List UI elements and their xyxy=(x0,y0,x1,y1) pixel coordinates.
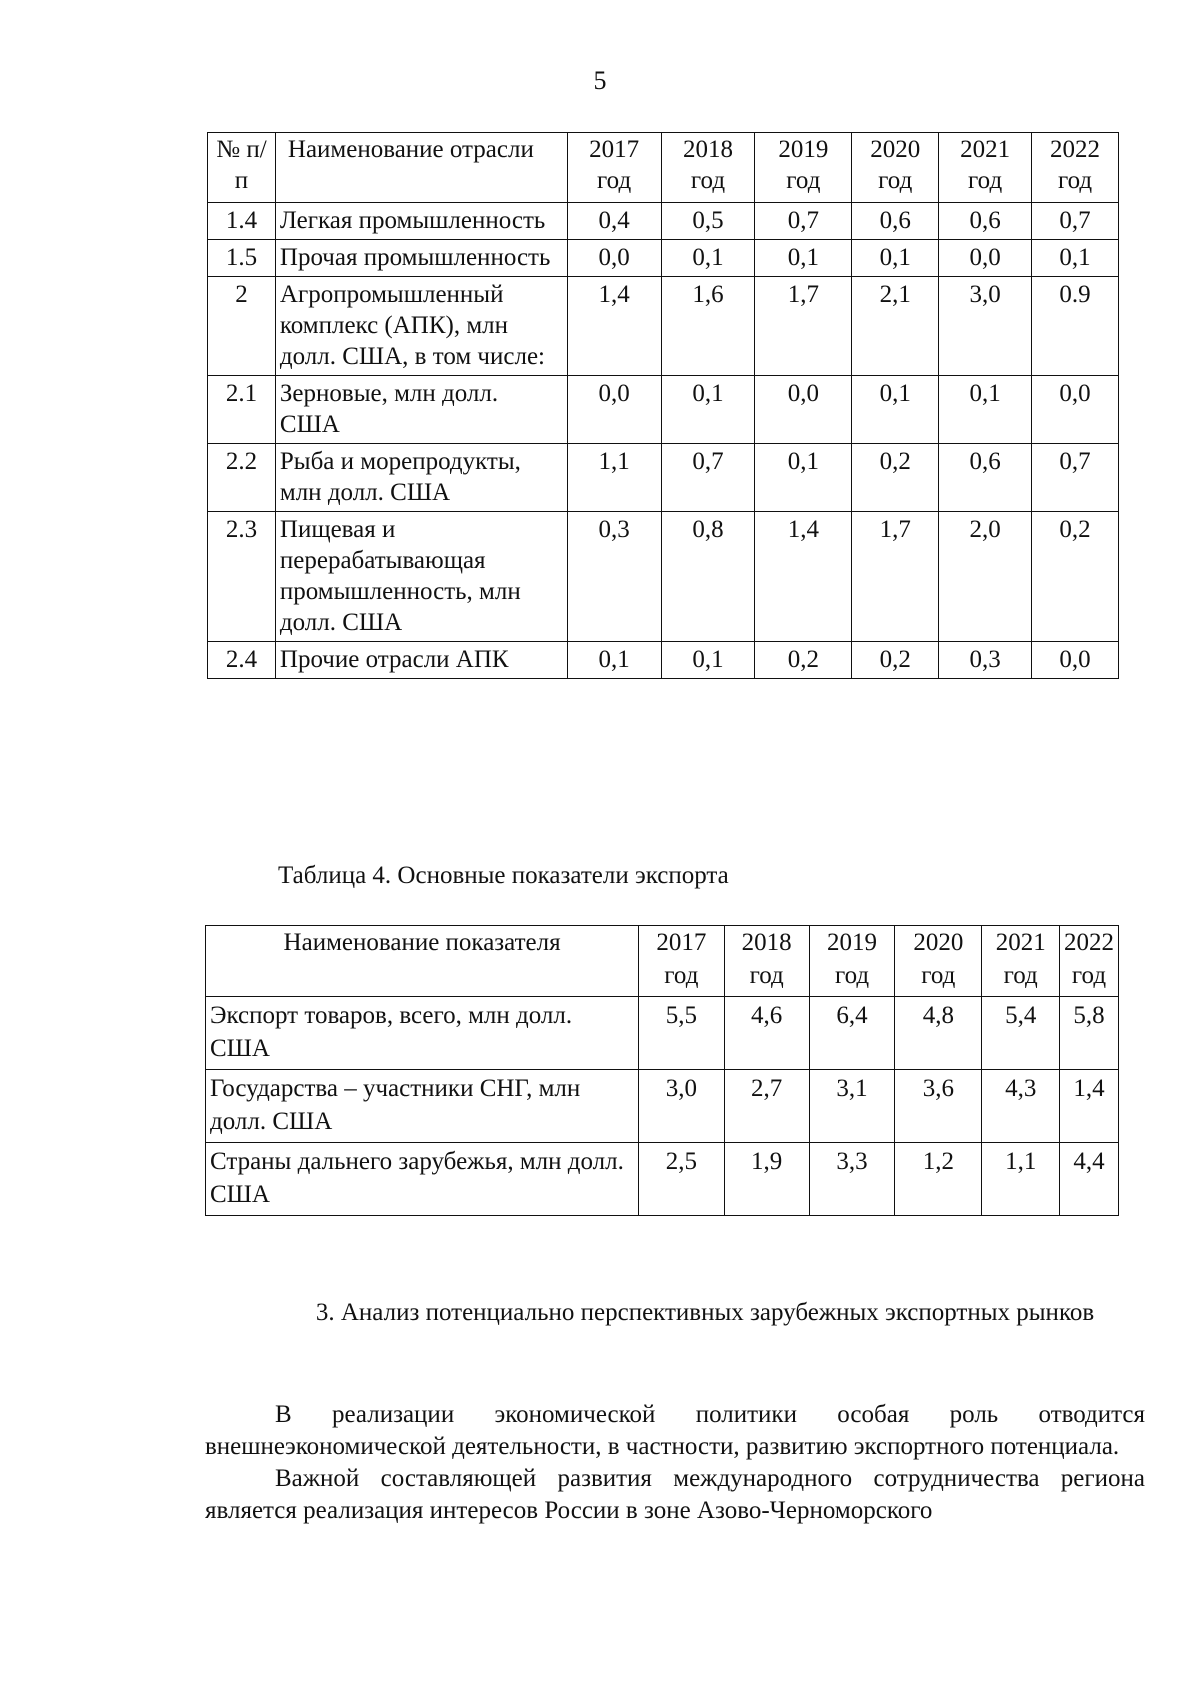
row-value: 0,1 xyxy=(1032,240,1119,277)
row-name: Пищевая и перерабатывающая промышленность, млн долл. США xyxy=(275,512,567,642)
row-value: 4,8 xyxy=(895,997,982,1070)
row-value: 0,0 xyxy=(939,240,1032,277)
row-value: 0.9 xyxy=(1032,277,1119,376)
row-value: 0,0 xyxy=(1032,642,1119,679)
row-value: 4,3 xyxy=(982,1070,1060,1143)
row-value: 0,6 xyxy=(852,203,939,240)
table-row xyxy=(208,277,1119,376)
row-name: Прочая промышленность xyxy=(275,240,567,277)
row-value: 0,0 xyxy=(755,376,852,444)
header-year: 2020 год xyxy=(852,133,939,203)
row-value: 0,1 xyxy=(939,376,1032,444)
row-value: 1,4 xyxy=(755,512,852,642)
row-value: 0,2 xyxy=(1032,512,1119,642)
page-number: 5 xyxy=(593,66,607,95)
row-value: 0,7 xyxy=(1032,203,1119,240)
row-number: 2 xyxy=(208,277,276,376)
table-row xyxy=(206,1143,1119,1216)
row-value: 4,6 xyxy=(724,997,809,1070)
header-year: 2021 год xyxy=(982,926,1060,997)
body-text xyxy=(205,1399,1145,1527)
table-row xyxy=(208,203,1119,240)
row-value: 1,1 xyxy=(982,1143,1060,1216)
row-name: Зерновые, млн долл. США xyxy=(275,376,567,444)
row-value: 5,5 xyxy=(639,997,724,1070)
paragraph: В реализации экономической политики особая роль отводится внешнеэкономической деятельности, в частности, развитию экспортного потенциала. xyxy=(205,1401,1145,1460)
row-value: 0,0 xyxy=(567,376,661,444)
row-value: 0,1 xyxy=(852,240,939,277)
row-name: Экспорт товаров, всего, млн долл. США xyxy=(206,997,639,1070)
table-row xyxy=(208,376,1119,444)
row-name: Агропромышленный комплекс (АПК), млн долл. США, в том числе: xyxy=(275,277,567,376)
row-number: 1.5 xyxy=(208,240,276,277)
row-value: 0,4 xyxy=(567,203,661,240)
row-value: 4,4 xyxy=(1059,1143,1118,1216)
table-header-row xyxy=(206,926,1119,997)
row-value: 0,7 xyxy=(1032,444,1119,512)
row-value: 2,1 xyxy=(852,277,939,376)
row-name: Страны дальнего зарубежья, млн долл. США xyxy=(206,1143,639,1216)
header-year: 2020 год xyxy=(895,926,982,997)
row-value: 6,4 xyxy=(809,997,894,1070)
row-value: 1,4 xyxy=(567,277,661,376)
table-caption: Таблица 4. Основные показатели экспорта xyxy=(278,862,729,889)
row-name: Рыба и морепродукты, млн долл. США xyxy=(275,444,567,512)
row-value: 0,7 xyxy=(661,444,755,512)
row-value: 1,2 xyxy=(895,1143,982,1216)
section-title: 3. Анализ потенциально перспективных зарубежных экспортных рынков xyxy=(315,1299,1095,1326)
table-header-row xyxy=(208,133,1119,203)
row-value: 0,1 xyxy=(755,240,852,277)
row-value: 3,6 xyxy=(895,1070,982,1143)
row-value: 1,4 xyxy=(1059,1070,1118,1143)
row-value: 3,3 xyxy=(809,1143,894,1216)
row-value: 2,0 xyxy=(939,512,1032,642)
header-name: Наименование показателя xyxy=(206,926,639,997)
row-value: 2,7 xyxy=(724,1070,809,1143)
row-number: 2.4 xyxy=(208,642,276,679)
row-number: 2.3 xyxy=(208,512,276,642)
header-year: 2021 год xyxy=(939,133,1032,203)
row-value: 1,7 xyxy=(755,277,852,376)
row-value: 0,2 xyxy=(852,444,939,512)
row-value: 0,1 xyxy=(567,642,661,679)
row-value: 0,1 xyxy=(755,444,852,512)
row-value: 1,6 xyxy=(661,277,755,376)
header-year: 2018 год xyxy=(724,926,809,997)
table-row xyxy=(208,512,1119,642)
paragraph: Важной составляющей развития международного сотрудничества региона является реализация интересов России в зоне Азово-Черноморского xyxy=(205,1465,1145,1524)
table-row xyxy=(206,1070,1119,1143)
row-value: 0,2 xyxy=(755,642,852,679)
row-value: 3,0 xyxy=(939,277,1032,376)
row-number: 1.4 xyxy=(208,203,276,240)
table-row xyxy=(206,997,1119,1070)
row-value: 0,0 xyxy=(567,240,661,277)
row-name: Прочие отрасли АПК xyxy=(275,642,567,679)
row-number: 2.1 xyxy=(208,376,276,444)
row-value: 1,1 xyxy=(567,444,661,512)
header-year: 2022 год xyxy=(1032,133,1119,203)
table-row xyxy=(208,240,1119,277)
header-num: № п/п xyxy=(208,133,276,203)
row-value: 0,1 xyxy=(852,376,939,444)
industry-table xyxy=(207,132,1119,679)
row-value: 0,0 xyxy=(1032,376,1119,444)
row-value: 0,6 xyxy=(939,203,1032,240)
table-row xyxy=(208,642,1119,679)
row-value: 0,2 xyxy=(852,642,939,679)
row-value: 1,9 xyxy=(724,1143,809,1216)
header-year: 2019 год xyxy=(755,133,852,203)
header-name: Наименование отрасли xyxy=(275,133,567,203)
table-row xyxy=(208,444,1119,512)
row-value: 5,4 xyxy=(982,997,1060,1070)
header-year: 2019 год xyxy=(809,926,894,997)
row-name: Государства – участники СНГ, млн долл. США xyxy=(206,1070,639,1143)
row-value: 0,7 xyxy=(755,203,852,240)
row-value: 0,3 xyxy=(939,642,1032,679)
row-value: 0,1 xyxy=(661,642,755,679)
row-value: 0,1 xyxy=(661,376,755,444)
row-value: 3,1 xyxy=(809,1070,894,1143)
row-value: 0,5 xyxy=(661,203,755,240)
row-value: 0,3 xyxy=(567,512,661,642)
header-year: 2017 год xyxy=(567,133,661,203)
row-value: 1,7 xyxy=(852,512,939,642)
row-number: 2.2 xyxy=(208,444,276,512)
export-table xyxy=(205,925,1119,1216)
row-value: 0,8 xyxy=(661,512,755,642)
header-year: 2022 год xyxy=(1059,926,1118,997)
row-name: Легкая промышленность xyxy=(275,203,567,240)
header-year: 2017 год xyxy=(639,926,724,997)
row-value: 5,8 xyxy=(1059,997,1118,1070)
header-year: 2018 год xyxy=(661,133,755,203)
row-value: 3,0 xyxy=(639,1070,724,1143)
row-value: 2,5 xyxy=(639,1143,724,1216)
row-value: 0,6 xyxy=(939,444,1032,512)
row-value: 0,1 xyxy=(661,240,755,277)
